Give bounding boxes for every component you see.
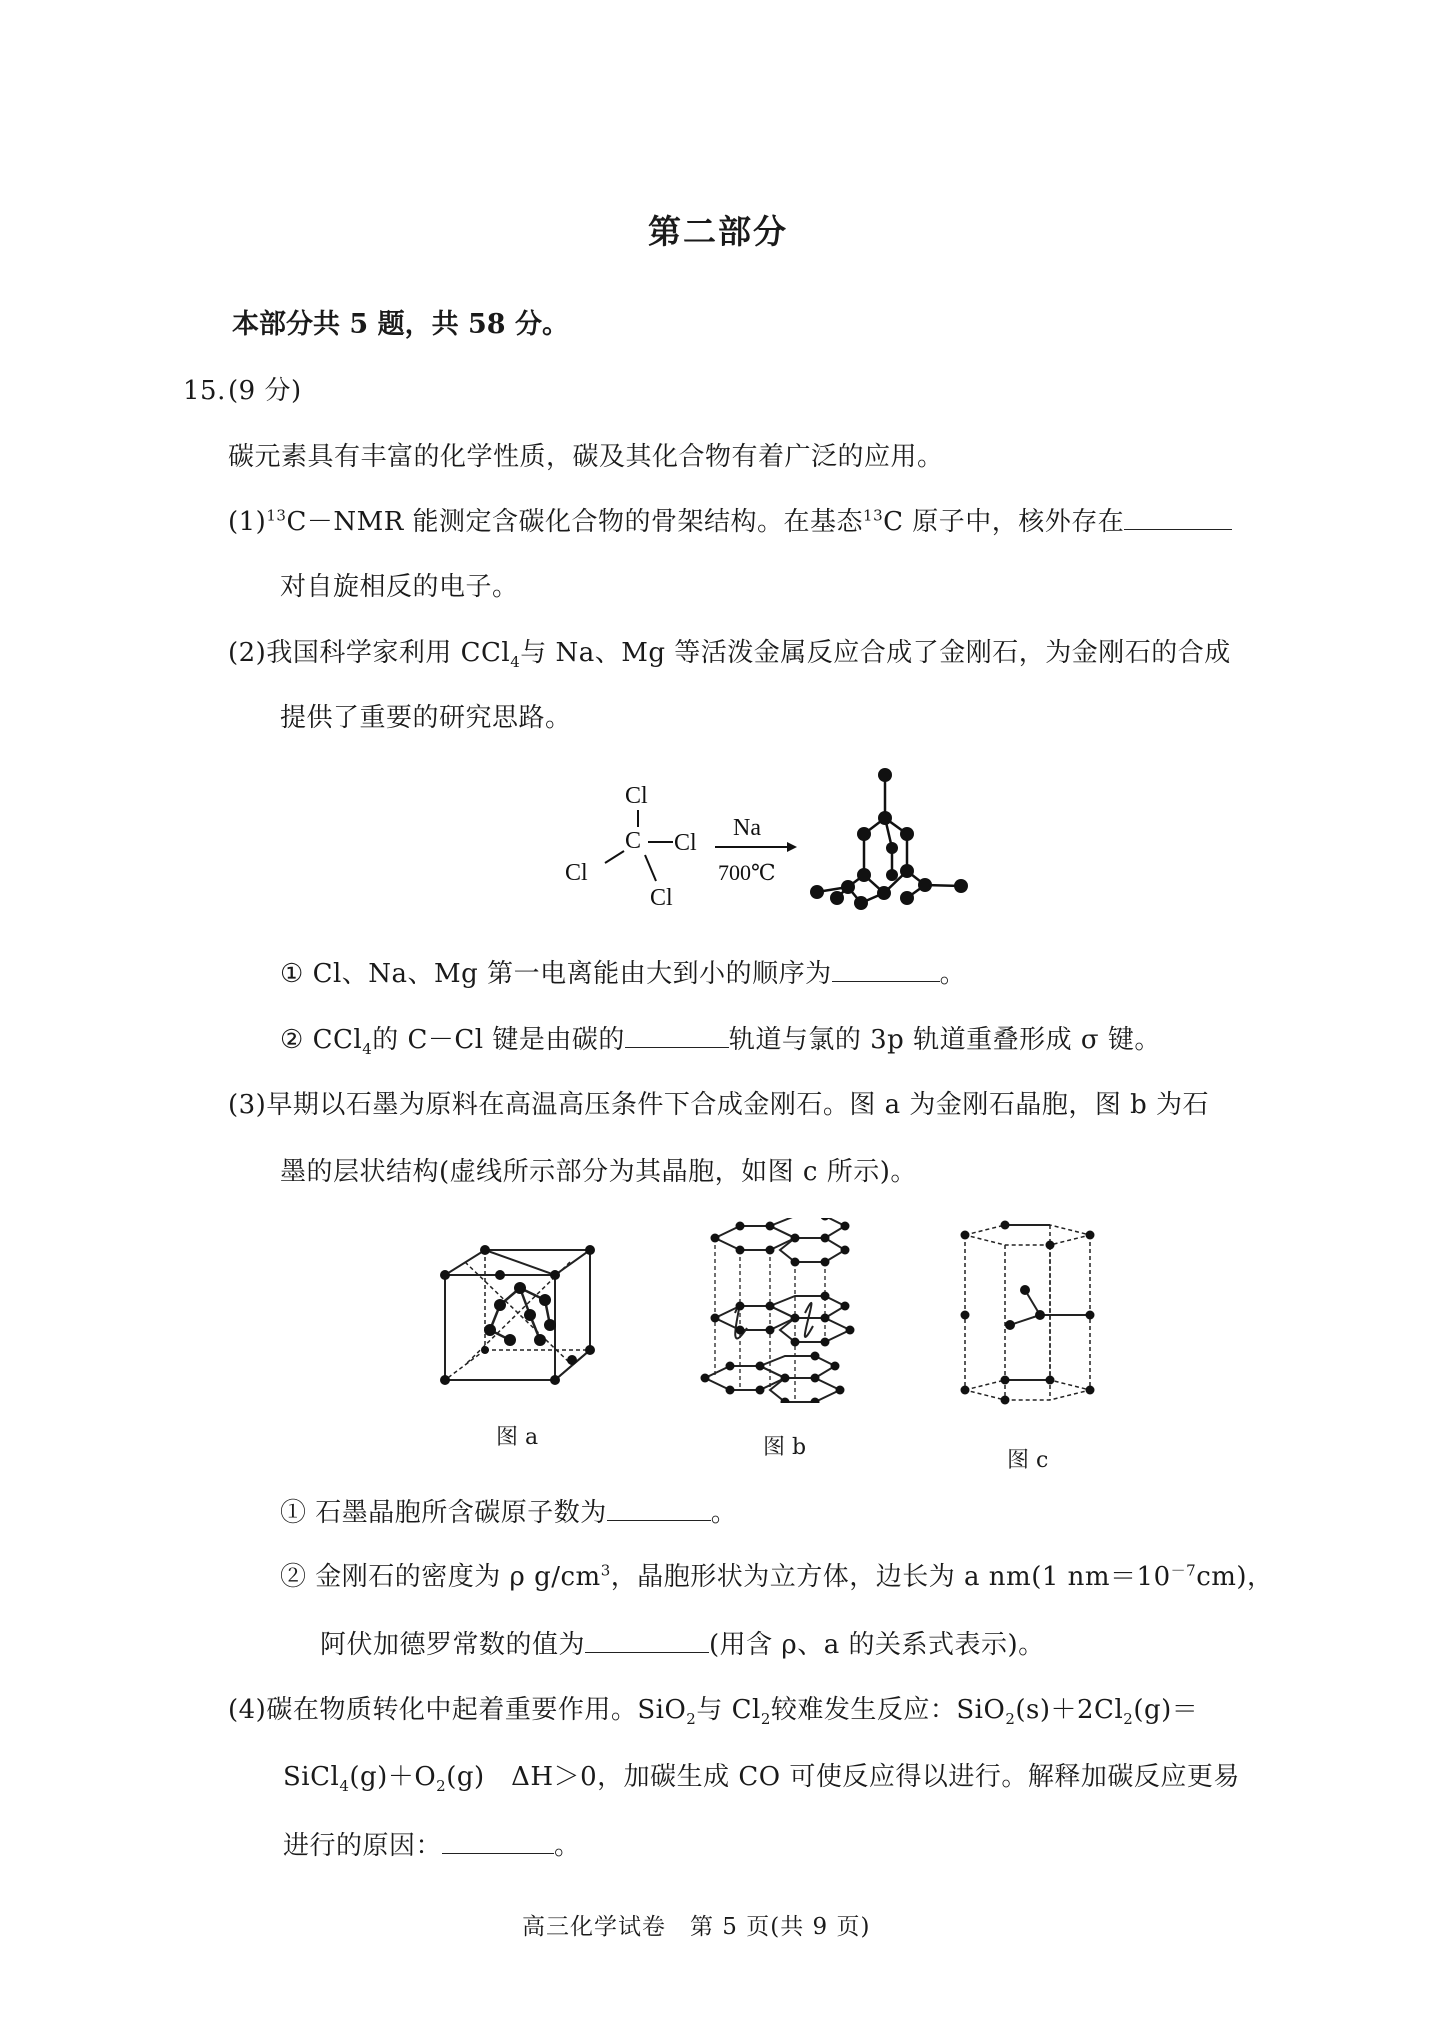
part2-sub2: ② CCl$_4$的 C－Cl 键是由碳的 轨道与氯的 3p 轨道重叠形成 σ 键。 [280,1021,1161,1057]
answer-blank[interactable] [1124,503,1232,530]
part3-line1: (3)早期以石墨为原料在高温高压条件下合成金刚石。图 a 为金刚石晶胞，图 b 为石 [228,1090,1210,1120]
page-footer: 高三化学试卷 第 5 页(共 9 页) [522,1914,871,1940]
part2-line2: 提供了重要的研究思路。 [280,703,572,733]
part1-line1: $(1)^{13}C-NMR$ 能测定含碳化合物的骨架结构。在基态$^{13}$C 原子中，核外存在 [228,503,1232,539]
section-intro: 本部分共 5 题，共 58 分。 [232,309,569,340]
figure-a-caption: 图 a [496,1425,539,1450]
answer-blank[interactable] [625,1021,729,1048]
figure-a-diamond-cell [430,1240,610,1390]
part1-line2: 对自旋相反的电子。 [280,572,519,602]
figure-b-caption: 图 b [763,1435,807,1460]
answer-blank[interactable] [832,955,940,982]
part4-line2: $SiCl_4(g)+O_2(g)$ ΔH＞0，加碳生成 CO 可使反应得以进行。解释加碳反应更易 [283,1762,1240,1796]
reagent-label: Na [733,815,761,841]
arrow-head-icon [787,842,797,852]
cl-atom-top: Cl [625,783,648,809]
diamond-fragment-icon [810,768,968,910]
part4-line3: 进行的原因： 。 [283,1827,581,1863]
question-stem: 碳元素具有丰富的化学性质，碳及其化合物有着广泛的应用。 [228,442,944,472]
part3-sub2-line2: 阿伏加德罗常数的值为 (用含 ρ、a 的关系式表示)。 [320,1626,1045,1662]
part3-sub1: ① 石墨晶胞所含碳原子数为 。 [280,1494,737,1530]
question-points: (9 分) [228,376,302,406]
answer-blank[interactable] [585,1626,709,1653]
cl-atom-right: Cl [674,830,697,856]
figure-c-caption: 图 c [1007,1448,1049,1473]
answer-blank[interactable] [607,1494,711,1521]
figure-c-graphite-cell [955,1215,1105,1415]
part-label: (4) [228,1695,267,1725]
part4-line1: (4)碳在物质转化中起着重要作用。SiO$_2$与 $Cl_2$较难发生反应：$SiO_2(s)+2Cl_2(g)=$ [228,1695,1199,1729]
figure-b-graphite-layers [695,1218,870,1403]
condition-label: 700℃ [718,860,776,885]
cl-atom-left: Cl [565,860,588,886]
part-label: (2) [228,638,267,668]
part3-line2: 墨的层状结构(虚线所示部分为其晶胞，如图 c 所示)。 [280,1157,917,1187]
reaction-scheme [555,765,995,925]
part3-sub2-line1: ② 金刚石的密度为 ρ $g/cm^3$，晶胞形状为立方体，边长为 a nm(1 $nm=10^{-7}cm$)， [280,1561,1274,1592]
answer-blank[interactable] [442,1827,554,1854]
cl-atom-bottom: Cl [650,885,673,911]
question-number: 15. [183,376,226,406]
section-title: 第二部分 [648,212,788,251]
part-label: (1) [228,507,267,537]
part2-sub1: ① Cl、Na、Mg 第一电离能由大到小的顺序为 。 [280,955,966,991]
part-label: (3) [228,1090,267,1120]
carbon-atom: C [625,828,642,854]
part2-line1: (2)我国科学家利用 CCl$_4$与 Na、Mg 等活泼金属反应合成了金刚石，为金刚石的合成 [228,638,1231,672]
